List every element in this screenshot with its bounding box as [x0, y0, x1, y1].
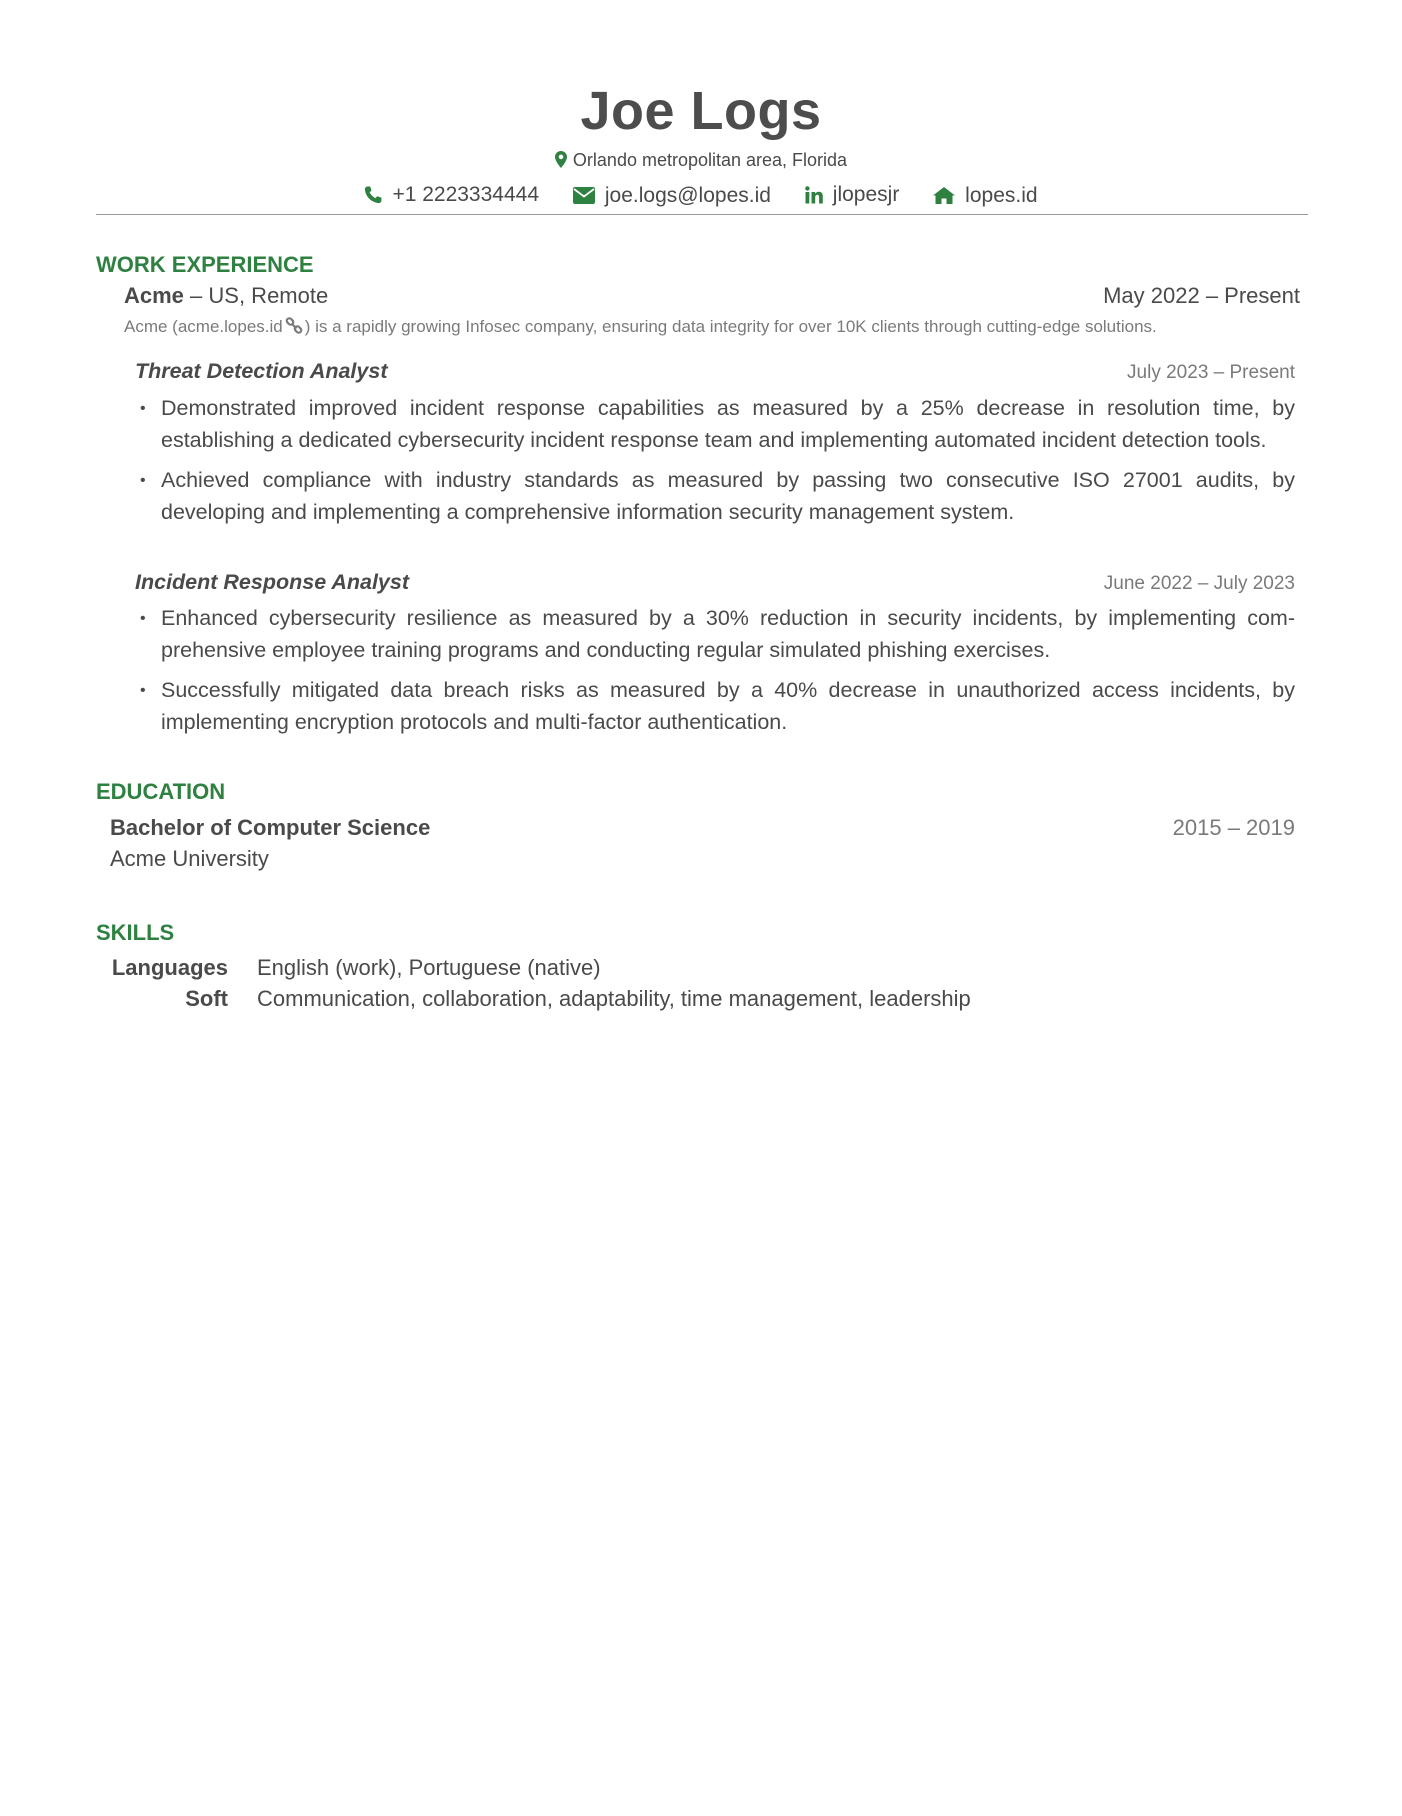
- linkedin-icon: [805, 186, 823, 204]
- map-marker-icon: [555, 151, 567, 168]
- role-dates: June 2022 – July 2023: [1103, 573, 1295, 594]
- role-bullets: [140, 603, 1295, 747]
- company-description: [124, 317, 1157, 337]
- list-item: • Achieved compliance with industry standards as measured by passing two consecutive ISO 27001 audits, by developing and implementing a comprehensive information security management system.: [140, 465, 1295, 528]
- location-line: [0, 150, 1402, 171]
- contact-row: [0, 183, 1402, 210]
- company-location: – US, Remote: [190, 283, 329, 308]
- company-name: Acme: [124, 283, 184, 308]
- school-name: Acme University: [110, 846, 269, 871]
- phone-contact[interactable]: [364, 183, 539, 207]
- role-title: Threat Detection Analyst: [135, 359, 388, 383]
- degree-title: Bachelor of Computer Science: [110, 815, 431, 840]
- role-dates: July 2023 – Present: [1127, 362, 1295, 383]
- role-bullets: [140, 393, 1295, 537]
- linkedin-text: jlopesjr: [832, 183, 900, 206]
- email-contact[interactable]: [573, 184, 771, 208]
- list-item: • Enhanced cybersecurity resilience as measured by a 30% reduction in security incidents, by implementing comprehensive employee training programs and conducting regular simulated phishing exercises.: [140, 603, 1295, 666]
- website-text: lopes.id: [965, 183, 1038, 207]
- skill-value-languages: English (work), Portuguese (native): [257, 955, 601, 980]
- skill-label-soft: Soft: [185, 986, 228, 1011]
- education-heading: EDUCATION: [96, 779, 226, 804]
- company-desc-prefix: Acme (acme.lopes.id: [124, 317, 283, 336]
- work-experience-heading: WORK EXPERIENCE: [96, 252, 314, 277]
- location-text: Orlando metropolitan area, Florida: [572, 150, 848, 170]
- envelope-icon: [573, 187, 595, 204]
- role-title: Incident Response Analyst: [135, 570, 409, 594]
- email-text: joe.logs@lopes.id: [604, 183, 771, 207]
- skills-heading: SKILLS: [96, 920, 175, 945]
- resume-name: Joe Logs: [580, 81, 822, 141]
- company-desc-suffix: ) is a rapidly growing Infosec company, ensuring data integrity for over 10K clients through cutting-edge solutions.: [304, 317, 1157, 336]
- phone-icon: [364, 186, 382, 204]
- website-contact[interactable]: [933, 184, 1037, 208]
- list-item: • Demonstrated improved incident response capabilities as measured by a 25% decrease in resolution time, by establishing a dedicated cybersecurity incident response team and implementing automated incident detection tools.: [140, 393, 1295, 456]
- header-divider: [96, 214, 1308, 215]
- education-dates: 2015 – 2019: [1172, 815, 1295, 840]
- list-item: • Successfully mitigated data breach risks as measured by a 40% decrease in unauthorized access incidents, by implementing encryption protocols and multi-factor authentication.: [140, 675, 1295, 738]
- company-line: [124, 283, 328, 309]
- skill-value-soft: Communication, collaboration, adaptability, time management, leadership: [257, 986, 971, 1011]
- skill-label-languages: Languages: [111, 955, 228, 980]
- link-icon[interactable]: [285, 317, 303, 335]
- home-icon: [933, 187, 955, 204]
- linkedin-contact[interactable]: [805, 183, 900, 207]
- company-dates: May 2022 – Present: [1103, 283, 1300, 308]
- phone-text: +1 2223334444: [392, 183, 540, 206]
